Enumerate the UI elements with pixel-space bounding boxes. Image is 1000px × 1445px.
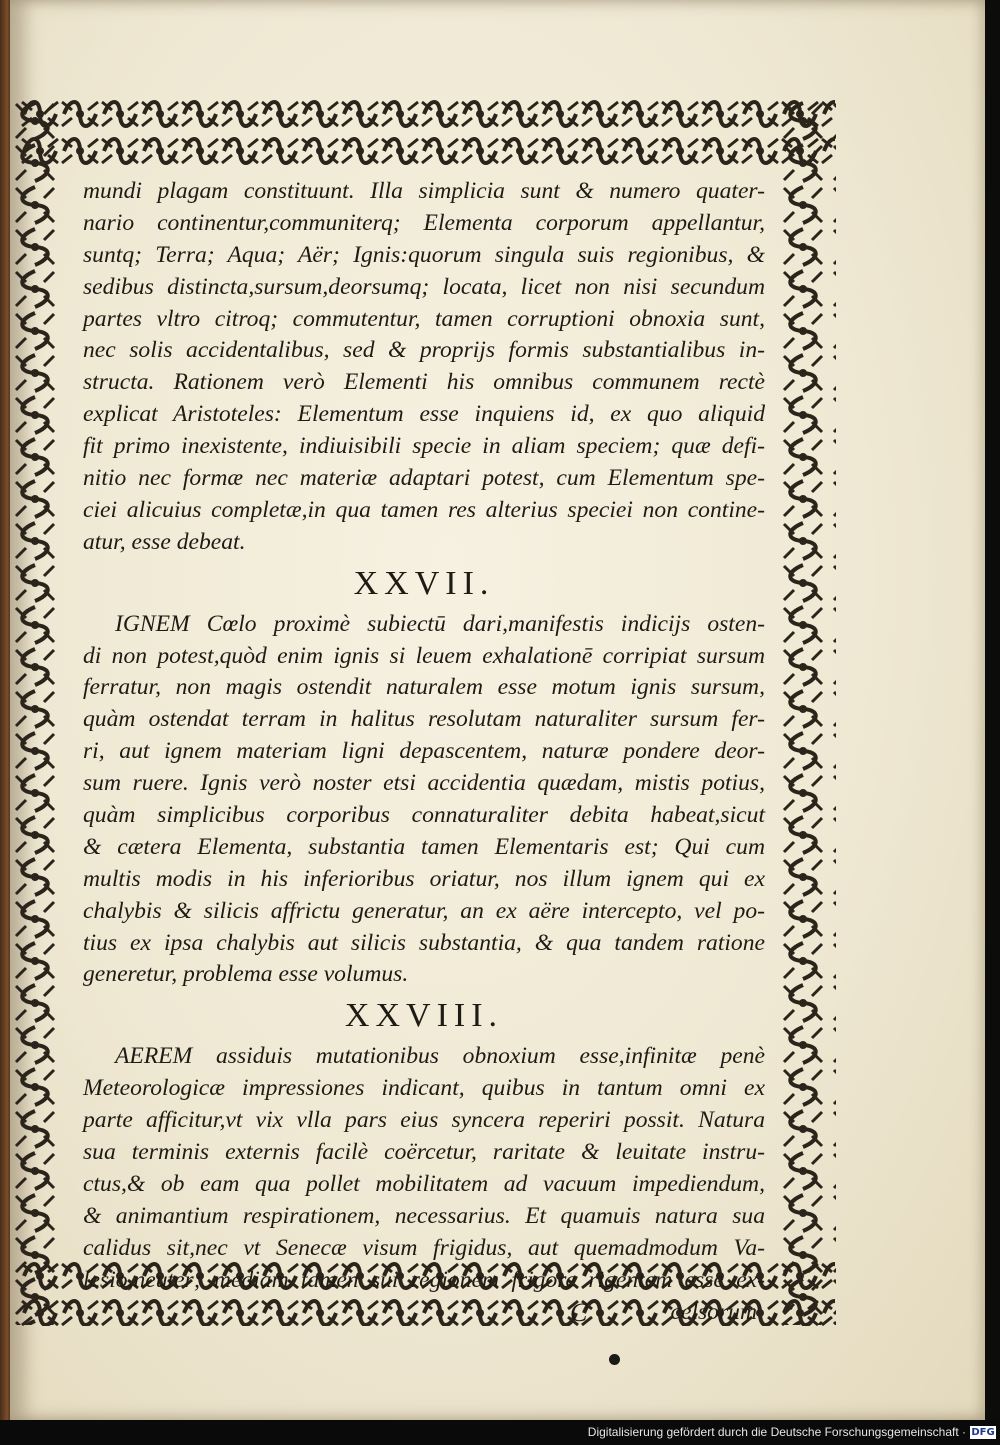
text-line: ri, aut ignem materiam ligni depascentem, naturæ pondere deor- xyxy=(83,738,765,765)
catchword: celsorum xyxy=(670,1298,757,1325)
text-line: IGNEM Cœlo proximè subiectū dari,manifestis indicijs osten- xyxy=(115,610,765,637)
ornamental-border-top xyxy=(20,96,835,170)
text-line: di non potest,quòd enim ignis si leuem exhalationē corripiat sursum xyxy=(83,642,765,669)
text-line: generetur, problema esse volumus. xyxy=(83,961,409,988)
text-line: calidus sit,nec vt Senecæ visum frigidus, aut quemadmodum Va- xyxy=(83,1234,765,1261)
text-line: AEREM assiduis mutationibus obnoxium esse,infinitæ penè xyxy=(115,1043,765,1070)
text-line: fit primo inexistente, indiuisibili specie in aliam speciem; quæ defi- xyxy=(83,433,765,460)
ornamental-border-right xyxy=(778,100,836,1325)
text-line: tius ex ipsa chalybis aut silicis substantia, & qua tandem ratione xyxy=(83,929,765,956)
ornamental-border-left xyxy=(10,100,60,1325)
text-line: & animantium respirationem, necessarius. Et quamuis natura sua xyxy=(83,1202,765,1229)
text-line: ferratur, non magis ostendit naturalem esse motum ignis sursum, xyxy=(83,674,765,701)
text-line: sedibus distincta,sursum,deorsumq; locata, licet non nisi secundum xyxy=(83,273,765,300)
text-line: atur, esse debeat. xyxy=(83,528,246,555)
text-line: suntq; Terra; Aqua; Aër; Ignis:quorum singula suis regionibus, & xyxy=(83,241,765,268)
text-line: explicat Aristoteles: Elementum esse inquiens id, ex quo aliquid xyxy=(83,401,765,428)
text-line: nario continentur,communiterq; Elementa corporum appellantur, xyxy=(83,209,765,236)
text-line: ciei alicuius completæ,in qua tamen res alterius speciei non contine- xyxy=(83,496,765,523)
text-line: nitio nec formæ nec materiæ adaptari potest, cum Elementum spe- xyxy=(83,465,765,492)
text-line: mundi plagam constituunt. Illa simplicia sunt & numero quater- xyxy=(83,178,765,204)
text-line: structa. Rationem verò Elementi his omnibus communem rectè xyxy=(83,369,765,396)
digitization-footer xyxy=(0,1420,1000,1445)
text-line: sua terminis externis facilè coërcetur, raritate & leuitate instru- xyxy=(83,1139,765,1166)
text-line: sum ruere. Ignis verò noster etsi accidentia quædam, mistis potius, xyxy=(83,770,765,797)
text-line: partes vltro citroq; commutentur, tamen corruptioni obnoxia sunt, xyxy=(83,305,765,332)
text-line: nec solis accidentalibus, sed & proprijs formis substantialibus in- xyxy=(83,337,765,364)
text-line: quàm ostendat terram in halitus resolutam naturaliter sursum fer- xyxy=(83,706,765,733)
text-line: chalybis & silicis affrictu generatur, an ex aëre intercepto, vel po- xyxy=(83,897,765,924)
section-heading: XXVIII. xyxy=(344,997,504,1035)
text-line: multis modis in his inferioribus oriatur, nos illum ignem qui ex xyxy=(83,865,765,892)
signature-mark: C xyxy=(570,1297,588,1327)
text-line: lesio,neuter; mediam tamen sui regionem frigore rigentem esse ex- xyxy=(83,1266,765,1293)
page-footer-line xyxy=(83,1297,765,1329)
text-line: & cætera Elementa, substantia tamen Elementaris est; Qui cum xyxy=(83,833,765,860)
text-line: ctus,& ob eam qua pollet mobilitatem ad vacuum impediendum, xyxy=(83,1170,765,1197)
dfg-logo: DFG xyxy=(971,1427,995,1438)
text-line: Meteorologicæ impressiones indicant, quibus in tantum omni ex xyxy=(83,1075,765,1102)
text-line: parte afficitur,vt vix vlla pars eius syncera reperiri possit. Natura xyxy=(83,1107,765,1134)
funding-credit: Digitalisierung gefördert durch die Deutsche Forschungsgemeinschaft · xyxy=(587,1425,966,1439)
page-text-block xyxy=(83,176,765,1328)
text-line: quàm simplicibus corporibus connaturaliter debita habeat,sicut xyxy=(83,802,765,829)
section-heading: XXVII. xyxy=(353,564,495,602)
ink-dot xyxy=(609,1354,620,1365)
